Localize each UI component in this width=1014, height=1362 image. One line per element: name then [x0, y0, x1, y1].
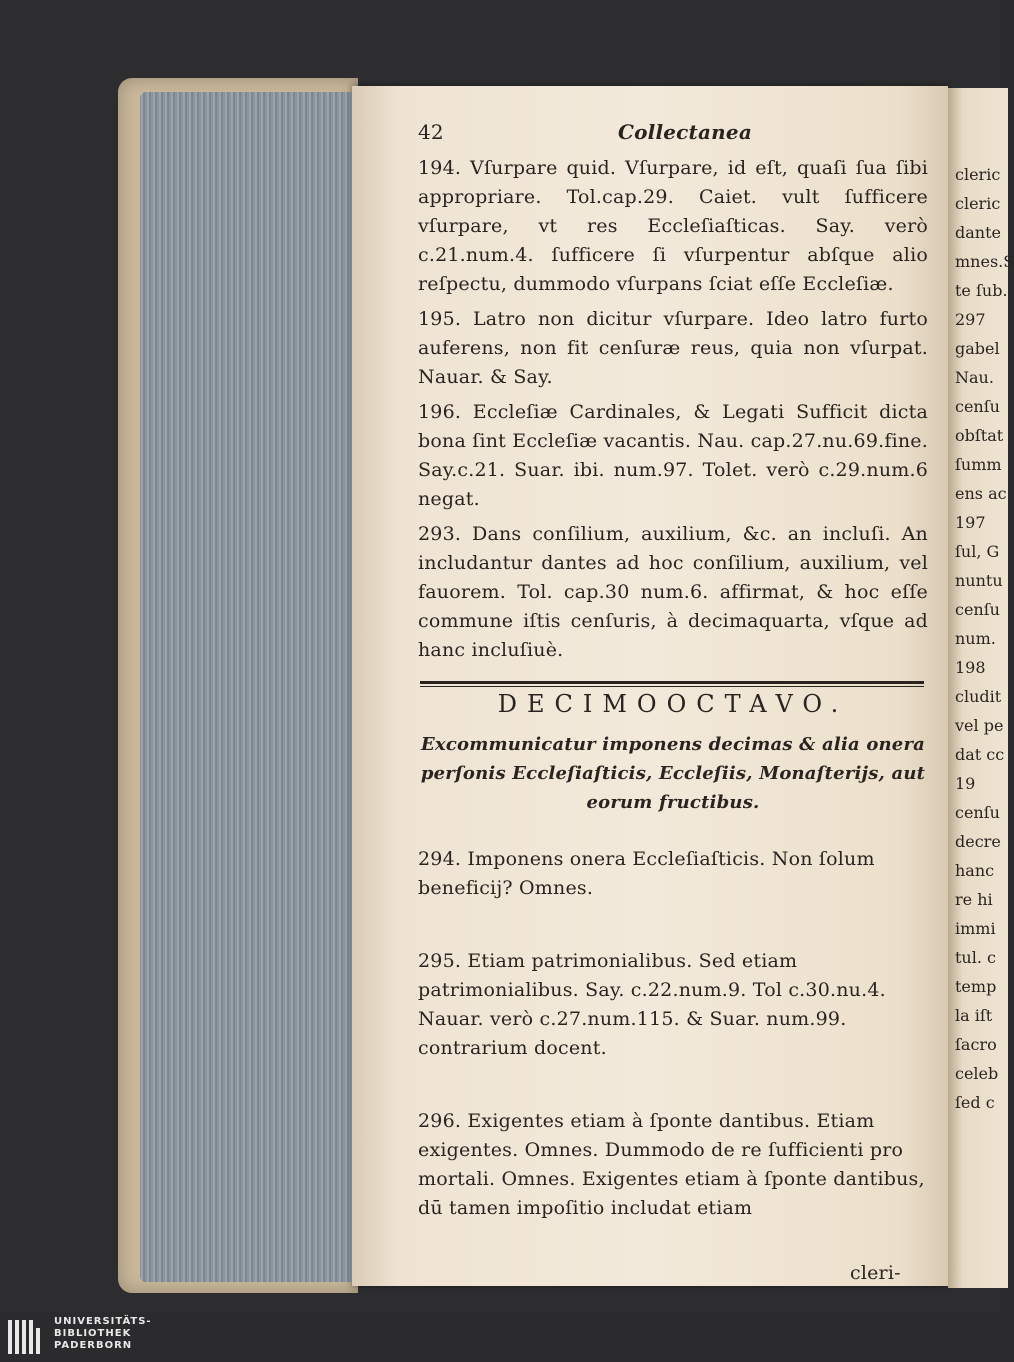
section-rule-thin [420, 686, 924, 687]
section-title: DECIMOOCTAVO. [497, 690, 849, 718]
paragraph: 296. Exigentes etiam à ſponte dantibus. Etiam exigentes. Omnes. Dummodo de re ſufficienti pro mortali. Omnes. Exigentes etiam à ſponte dantibus, dū tamen impoſitio includat etiam [418, 1110, 925, 1219]
paragraph: 196. Eccleſiæ Cardinales, & Legati Sufficit dicta bona ſint Eccleſiæ vacantis. Nau. cap.27.nu.69.fine. Say.c.21. Suar. ibi. num.97. Tolet. verò c.29.num.6 negat. [418, 401, 928, 510]
running-title: Collectanea [618, 120, 752, 144]
right-page-line: 198 [955, 658, 986, 677]
right-page-line: ens ac [955, 484, 1007, 503]
right-page-line: cleric [955, 194, 1001, 213]
right-page-line: ſacro [955, 1035, 997, 1054]
right-page-line: num. [955, 629, 996, 648]
right-page-line: Nau. [955, 368, 994, 387]
paragraph: 293. Dans conſilium, auxilium, &c. an incluſi. An includantur dantes ad hoc conſilium, auxilium, vel fauorem. Tol. cap.30 num.6. affirmat, & hoc eſſe commune iſtis cenſuris, à decimaquarta, vſque ad hanc incluſiuè. [418, 523, 928, 661]
right-page-line: re hi [955, 890, 993, 909]
library-logo-icon [8, 1320, 48, 1354]
right-page-line: dat cc [955, 745, 1005, 764]
right-page-line: decre [955, 832, 1001, 851]
paragraph: 194. Vſurpare quid. Vſurpare, id eſt, quaſi ſua ſibi appropriare. Tol.cap.29. Caiet. vult ſufficere vſurpare, vt res Eccleſiaſticas. Say. verò c.21.num.4. ſufficere ſi vſurpentur abſque alio reſpectu, dummodo vſurpans ſciat eſſe Eccleſiæ. [418, 157, 928, 295]
page-number: 42 [418, 120, 444, 144]
right-page-line: nuntu [955, 571, 1003, 590]
right-page-line: mnes.S [955, 252, 1014, 271]
right-page-line: 19 [955, 774, 976, 793]
library-line-2: BIBLIOTHEK [54, 1328, 132, 1339]
right-page-line: te ſub. [955, 281, 1008, 300]
right-page-line: cenſu [955, 397, 1000, 416]
right-page-line: hanc [955, 861, 995, 880]
paragraph: 195. Latro non dicitur vſurpare. Ideo latro furto auferens, non fit cenſuræ reus, quia non vſurpat. Nauar. & Say. [418, 308, 928, 388]
right-page-line: cleric [955, 165, 1001, 184]
right-page-line: temp [955, 977, 997, 996]
right-page-line: cludit [955, 687, 1002, 706]
library-name [54, 1316, 152, 1352]
right-page-line: tul. c [955, 948, 996, 967]
right-page-line: dante [955, 223, 1001, 242]
library-footer [0, 1312, 1000, 1362]
right-page-line: ſumm [955, 455, 1002, 474]
section-rule [420, 681, 924, 684]
library-line-3: PADERBORN [54, 1340, 133, 1351]
catchword: cleri- [850, 1262, 901, 1284]
section-subtitle: Excommunicatur imponens decimas & alia onera perſonis Eccleſiaſticis, Eccleſiis, Monaſterijs, aut eorum fructibus. [420, 734, 926, 813]
right-page-line: ſed c [955, 1093, 995, 1112]
text-block-b [418, 826, 928, 1242]
right-page-line: cenſu [955, 600, 1000, 619]
right-page-line: immi [955, 919, 996, 938]
right-page-line: vel pe [955, 716, 1004, 735]
right-page-line: cenſu [955, 803, 1000, 822]
right-page-line: 197 [955, 513, 986, 532]
paragraph: 295. Etiam patrimonialibus. Sed etiam patrimonialibus. Say. c.22.num.9. Tol c.30.nu.4. Nauar. verò c.27.num.115. & Suar. num.99. contrarium docent. [418, 950, 886, 1059]
right-page-line: gabel [955, 339, 1000, 358]
paragraph: 294. Imponens onera Eccleſiaſticis. Non ſolum beneficij? Omnes. [418, 848, 875, 899]
right-page-line: 297 [955, 310, 986, 329]
right-page-line: ſul, G [955, 542, 1000, 561]
right-page-text [955, 160, 1014, 1117]
right-page-line: obſtat [955, 426, 1004, 445]
text-block-a [418, 154, 928, 665]
right-page-line: celeb [955, 1064, 999, 1083]
library-line-1: UNIVERSITÄTS- [54, 1316, 152, 1327]
right-page-line: la iſt [955, 1006, 993, 1025]
page-edges [140, 92, 355, 1282]
